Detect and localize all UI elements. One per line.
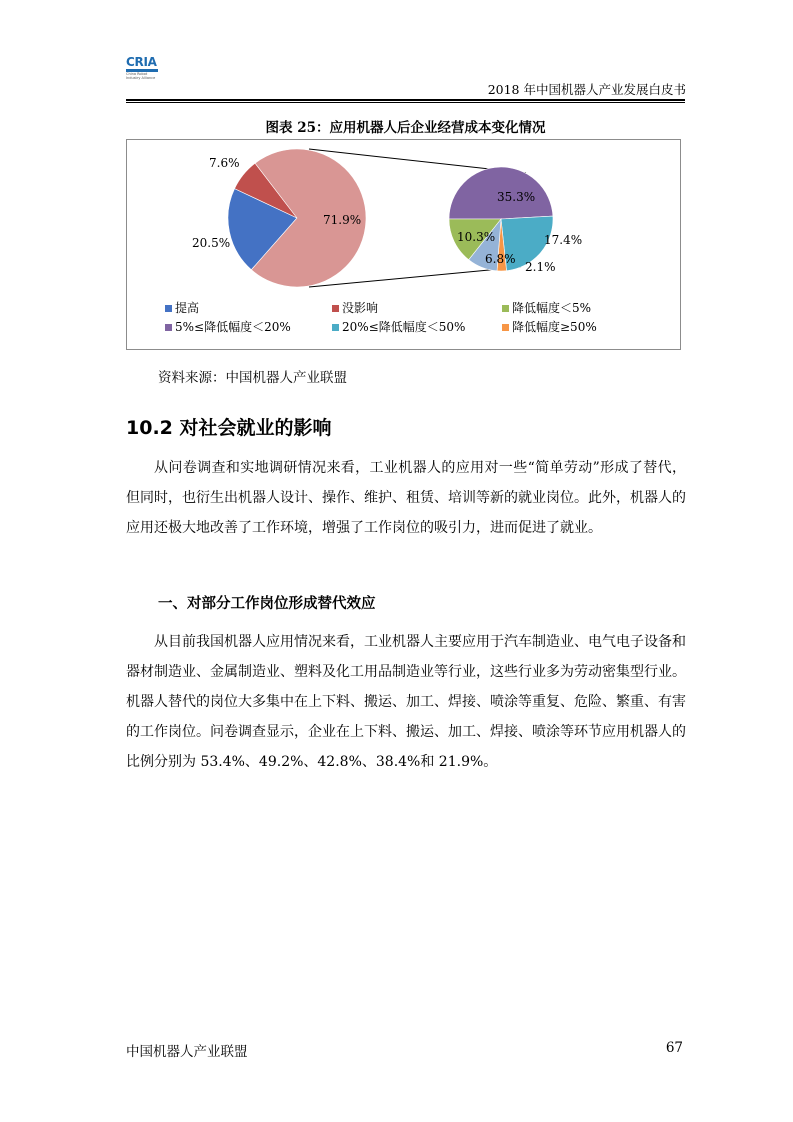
subsection-heading: 一、对部分工作岗位形成替代效应 — [158, 596, 376, 612]
legend-label-1: 提高 — [175, 301, 200, 315]
legend-swatch-2 — [332, 305, 339, 312]
legend-label-5: 20%≤降低幅度＜50% — [342, 320, 466, 334]
logo-text: CRIA — [126, 55, 157, 69]
legend-label-3: 降低幅度＜5% — [512, 301, 592, 315]
section-paragraph-2: 从目前我国机器人应用情况来看，工业机器人主要应用于汽车制造业、电气电子设备和器材制造业、金属制造业、塑料及化工用品制造业等行业，这些行业多为劳动密集型行业。机器人替代的岗位大多集中在上下料、搬运、加工、焊接、喷涂等重复、危险、繁重、有害的工作岗位。问卷调查显示，企业在上下料、搬运、加工、焊接、喷涂等环节应用机器人的比例分别为 53.4%、49.2%、42.8%、38.4%和 21.9%。 — [126, 634, 686, 770]
legend-swatch-6 — [502, 324, 509, 331]
header-rule — [126, 99, 685, 101]
sub-pie-label-1: 35.3% — [497, 190, 536, 204]
chart-container — [126, 139, 681, 350]
pie-of-pie-chart — [127, 140, 680, 349]
sub-pie-label-2: 17.4% — [544, 233, 583, 247]
main-pie-label-3: 71.9% — [323, 213, 362, 227]
footer-org: 中国机器人产业联盟 — [126, 1044, 248, 1060]
legend-swatch-5 — [332, 324, 339, 331]
main-pie-label-1: 20.5% — [192, 236, 231, 250]
running-header: 2018 年中国机器人产业发展白皮书 — [487, 82, 686, 97]
main-pie-label-2: 7.6% — [209, 156, 240, 170]
legend-swatch-3 — [502, 305, 509, 312]
sub-pie-label-5: 10.3% — [457, 230, 496, 244]
chart-source: 资料来源：中国机器人产业联盟 — [158, 370, 347, 386]
legend-label-6: 降低幅度≥50% — [512, 320, 597, 334]
chart-title: 图表 25：应用机器人后企业经营成本变化情况 — [265, 120, 546, 136]
page-number: 67 — [665, 1040, 683, 1056]
cria-logo — [126, 56, 160, 87]
header-rule-thin — [126, 102, 685, 103]
legend-swatch-1 — [165, 305, 172, 312]
legend-swatch-4 — [165, 324, 172, 331]
logo-subtext: China Robot Industry Alliance — [126, 72, 156, 80]
sub-pie-label-4: 6.8% — [485, 252, 516, 266]
legend-label-2: 没影响 — [342, 301, 379, 315]
legend-label-4: 5%≤降低幅度＜20% — [175, 320, 291, 334]
section-heading: 10.2 对社会就业的影响 — [126, 417, 332, 439]
section-paragraph-1: 从问卷调查和实地调研情况来看，工业机器人的应用对一些“简单劳动”形成了替代，但同时，也衍生出机器人设计、操作、维护、租赁、培训等新的就业岗位。此外，机器人的应用还极大地改善了工作环境，增强了工作岗位的吸引力，进而促进了就业。 — [126, 460, 686, 536]
sub-pie-label-3: 2.1% — [525, 260, 556, 274]
